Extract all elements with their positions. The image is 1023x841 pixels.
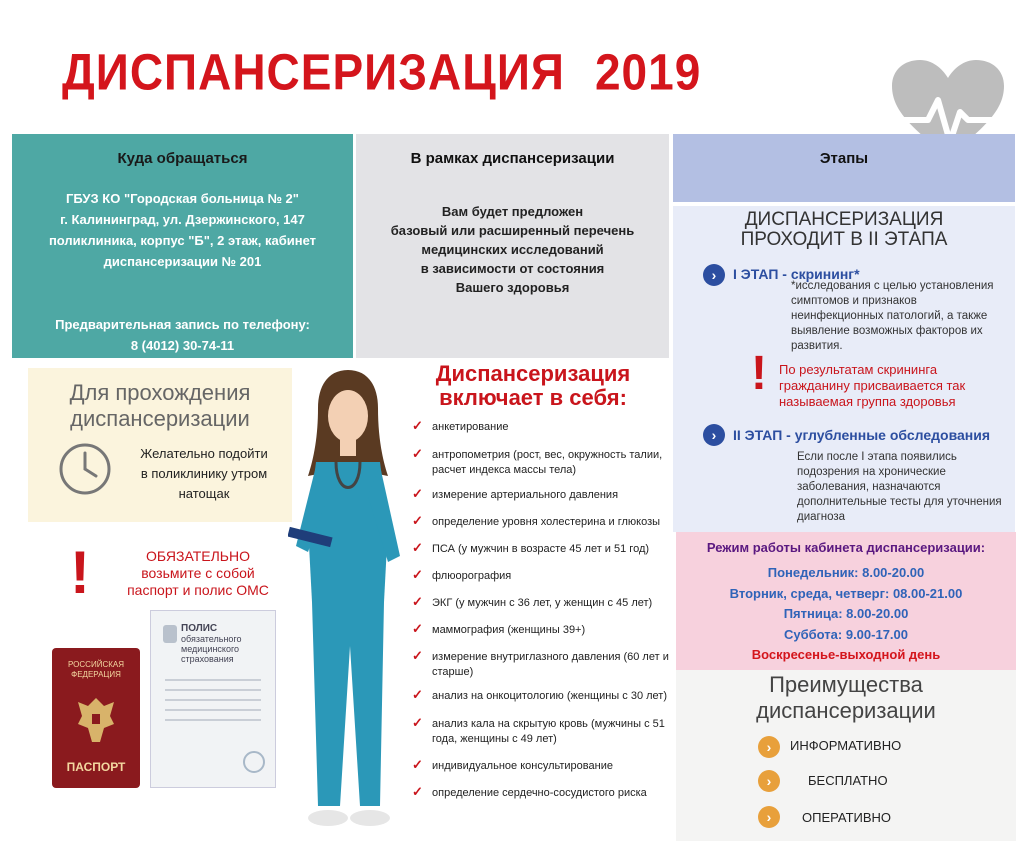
check-icon: ✓ — [412, 418, 423, 433]
within-line: Вам будет предложен — [441, 204, 584, 219]
advantage-item: ОПЕРАТИВНО — [802, 810, 892, 825]
required-line: возьмите с собой — [141, 565, 255, 581]
check-icon: ✓ — [412, 513, 423, 528]
includes-item: анализ кала на скрытую кровь (мужчины с 51 года, женщины с 49 лет) — [432, 718, 665, 745]
within-panel — [356, 134, 669, 358]
check-icon: ✓ — [412, 486, 423, 501]
stage2-text — [797, 450, 1013, 525]
check-icon: ✓ — [412, 621, 423, 636]
schedule-row: Пятница: 8.00-20.00 — [783, 606, 909, 621]
oms-policy-image — [150, 610, 276, 788]
includes-item: маммография (женщины 39+) — [432, 624, 586, 636]
address-line: ГБУЗ КО "Городская больница № 2" — [66, 191, 299, 206]
address-line: поликлиника, корпус "Б", 2 этаж, кабинет — [48, 233, 317, 248]
clock-icon — [58, 442, 112, 496]
stages-warning — [779, 362, 1011, 410]
arrow-right-icon: › — [703, 264, 725, 286]
includes-item: антропометрия (рост, вес, окружность талии, расчет индекса массы тела) — [432, 449, 663, 476]
within-line: в зависимости от состояния — [420, 261, 605, 276]
check-icon: ✓ — [412, 687, 423, 702]
stage1-line: *исследования с целью установления — [791, 280, 994, 292]
check-icon: ✓ — [412, 757, 423, 772]
contact-address — [12, 188, 353, 272]
stage1-line: выявление возможных факторов их — [791, 325, 983, 337]
includes-item: анализ на онкоцитологию (женщины с 30 лет) — [432, 690, 667, 702]
contact-panel — [12, 134, 353, 358]
stage1-line: симптомов и признаков — [791, 295, 917, 307]
advantages-header — [676, 672, 1016, 724]
stages-intro — [673, 210, 1015, 250]
policy-caption — [181, 623, 275, 664]
within-header: В рамках диспансеризации — [410, 150, 615, 167]
warning-line: По результатам скрининга — [779, 362, 938, 377]
chevron-right-icon: › — [758, 736, 780, 758]
stage2-line: заболевания, назначаются — [797, 481, 941, 493]
advantage-item: ИНФОРМАТИВНО — [790, 738, 902, 753]
stages-intro-line: ДИСПАНСЕРИЗАЦИЯ — [744, 209, 944, 230]
passport-line: РОССИЙСКАЯ — [68, 660, 124, 669]
includes-item: ПСА (у мужчин в возрасте 45 лет и 51 год) — [432, 543, 650, 555]
includes-item: флюорография — [432, 570, 512, 582]
advantages-header-line: диспансеризации — [756, 698, 936, 723]
coat-of-arms-icon — [74, 694, 118, 746]
warning-line: гражданину присваивается так — [779, 378, 966, 393]
phone-number[interactable]: 8 (4012) 30-74-11 — [130, 338, 235, 353]
schedule-list — [676, 563, 1016, 666]
includes-item: анкетирование — [432, 421, 509, 433]
check-icon: ✓ — [412, 648, 423, 663]
for-passing-line: в поликлинику утром — [140, 466, 268, 481]
policy-line: ПОЛИС — [181, 623, 218, 634]
stages-intro-line: ПРОХОДИТ В II ЭТАПА — [740, 229, 948, 250]
stage2-line: дополнительные тесты для уточнения — [797, 496, 1002, 508]
includes-header-line: Диспансеризация — [435, 361, 631, 386]
stage1-text — [791, 279, 1011, 354]
stage1-line: неинфекционных патологий, а также — [791, 310, 988, 322]
for-passing-line: натощак — [178, 486, 230, 501]
schedule-panel — [676, 532, 1016, 670]
advantages-panel — [676, 670, 1016, 841]
includes-header-line: включает в себя: — [439, 385, 627, 410]
check-icon: ✓ — [412, 567, 423, 582]
within-line: базовый или расширенный перечень — [390, 223, 635, 238]
schedule-row: Вторник, среда, четверг: 08.00-21.00 — [729, 585, 963, 601]
passport-line: ФЕДЕРАЦИЯ — [71, 670, 121, 679]
includes-item: индивидуальное консультирование — [432, 760, 613, 772]
for-passing-panel — [28, 368, 292, 522]
stage2-line: подозрения на хронические — [797, 466, 946, 478]
stages-header: Этапы — [673, 134, 1015, 202]
stage1-title: I ЭТАП - скрининг* — [733, 266, 860, 282]
stage2-title: II ЭТАП - углубленные обследования — [733, 427, 991, 443]
exclamation-icon: ! — [751, 347, 767, 400]
includes-item: определение уровня холестерина и глюкозы — [432, 516, 661, 528]
check-icon: ✓ — [412, 715, 423, 730]
includes-header — [408, 362, 658, 410]
exclamation-icon: ! — [70, 539, 90, 606]
stages-panel — [673, 206, 1015, 532]
policy-lines — [165, 671, 261, 729]
address-line: г. Калининград, ул. Дзержинского, 147 — [60, 212, 305, 227]
nurse-illustration — [288, 366, 408, 838]
includes-item: определение сердечно-сосудистого риска — [432, 787, 647, 799]
warning-line: называемая группа здоровья — [779, 394, 956, 409]
chevron-right-icon: › — [758, 806, 780, 828]
for-passing-line: Желательно подойти — [140, 446, 268, 461]
contact-header: Куда обращаться — [117, 150, 248, 167]
required-line: ОБЯЗАТЕЛЬНО — [146, 548, 250, 564]
check-icon: ✓ — [412, 784, 423, 799]
within-line: Вашего здоровья — [455, 280, 570, 295]
includes-item: измерение внутриглазного давления (60 лет и старше) — [432, 651, 669, 678]
stage2-line: диагноза — [797, 511, 846, 523]
arrow-right-icon: › — [703, 424, 725, 446]
schedule-row: Понедельник: 8.00-20.00 — [767, 565, 925, 580]
address-line: диспансеризации № 201 — [103, 254, 262, 269]
policy-line: обязательного — [181, 634, 242, 644]
title-main: ДИСПАНСЕРИЗАЦИЯ — [62, 43, 565, 101]
chevron-right-icon: › — [758, 770, 780, 792]
seal-icon — [243, 751, 265, 773]
check-icon: ✓ — [412, 594, 423, 609]
advantages-header-line: Преимущества — [769, 672, 923, 697]
page-title — [62, 42, 701, 101]
title-year: 2019 — [594, 43, 702, 101]
within-line: медицинских исследований — [421, 242, 604, 257]
check-icon: ✓ — [412, 540, 423, 555]
passport-image — [52, 648, 140, 788]
passport-label: ПАСПОРТ — [66, 760, 126, 774]
stage1-line: развития. — [791, 340, 843, 352]
includes-item: ЭКГ (у мужчин с 36 лет, у женщин с 45 лет) — [432, 597, 653, 609]
for-passing-header-line: Для прохождения — [69, 380, 251, 405]
for-passing-text — [120, 444, 288, 504]
required-line: паспорт и полис ОМС — [127, 582, 269, 598]
check-icon: ✓ — [412, 446, 423, 461]
required-docs — [118, 548, 278, 599]
phone-label: Предварительная запись по телефону: — [55, 317, 310, 332]
schedule-row: Суббота: 9.00-17.00 — [784, 626, 908, 642]
passport-top — [52, 660, 140, 680]
within-body — [356, 202, 669, 297]
for-passing-header — [28, 380, 292, 432]
includes-item: измерение артериального давления — [432, 489, 619, 501]
stage2-line: Если после I этапа появились — [797, 451, 957, 463]
policy-line: медицинского страхования — [181, 644, 240, 664]
for-passing-header-line: диспансеризации — [70, 406, 250, 431]
emblem-icon — [163, 625, 177, 643]
contact-phone — [12, 314, 353, 356]
advantage-item: БЕСПЛАТНО — [808, 773, 888, 788]
schedule-header: Режим работы кабинета диспансеризации: — [706, 540, 986, 555]
schedule-row: Воскресенье-выходной день — [751, 647, 941, 662]
